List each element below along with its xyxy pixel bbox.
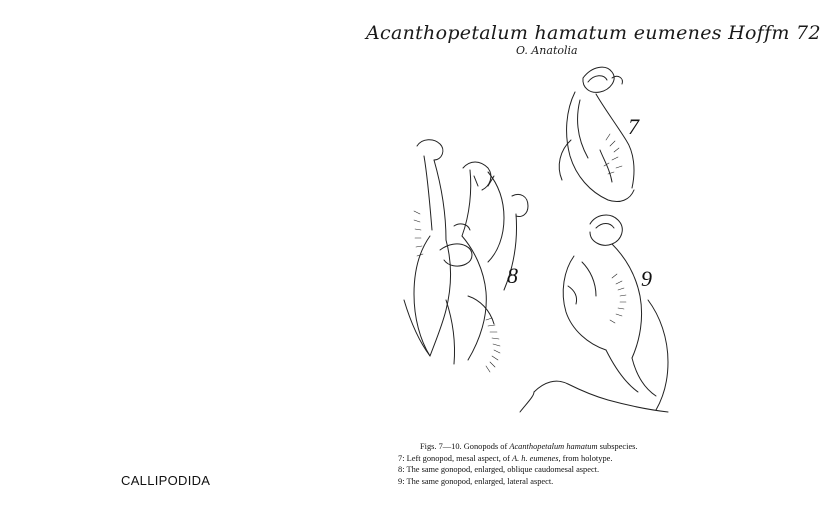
- figure-number-8: 8: [507, 263, 518, 288]
- gonopod-figure-8: [404, 140, 528, 372]
- caption-heading: Figs. 7—10. Gonopods of Acanthopetalum hamatum subspecies.: [420, 442, 638, 451]
- order-label: CALLIPODIDA: [121, 473, 211, 488]
- figure-caption: [398, 441, 698, 487]
- handwritten-locality: O. Anatolia: [516, 44, 578, 57]
- caption-line-9: 9: The same gonopod, enlarged, lateral aspect.: [398, 476, 554, 486]
- caption-line-8: 8: The same gonopod, enlarged, oblique caudomesal aspect.: [398, 465, 600, 474]
- handwritten-species-name: Acanthopetalum hamatum eumenes Hoffm 72: [366, 22, 821, 44]
- caption-line-7: 7: Left gonopod, mesal aspect, of A. h. eumenes, from holotype.: [398, 453, 613, 463]
- figure-number-9: 9: [641, 266, 652, 291]
- figure-number-7: 7: [628, 114, 639, 139]
- gonopod-figure-9: [520, 215, 668, 412]
- gonopod-figure-7: [559, 67, 634, 201]
